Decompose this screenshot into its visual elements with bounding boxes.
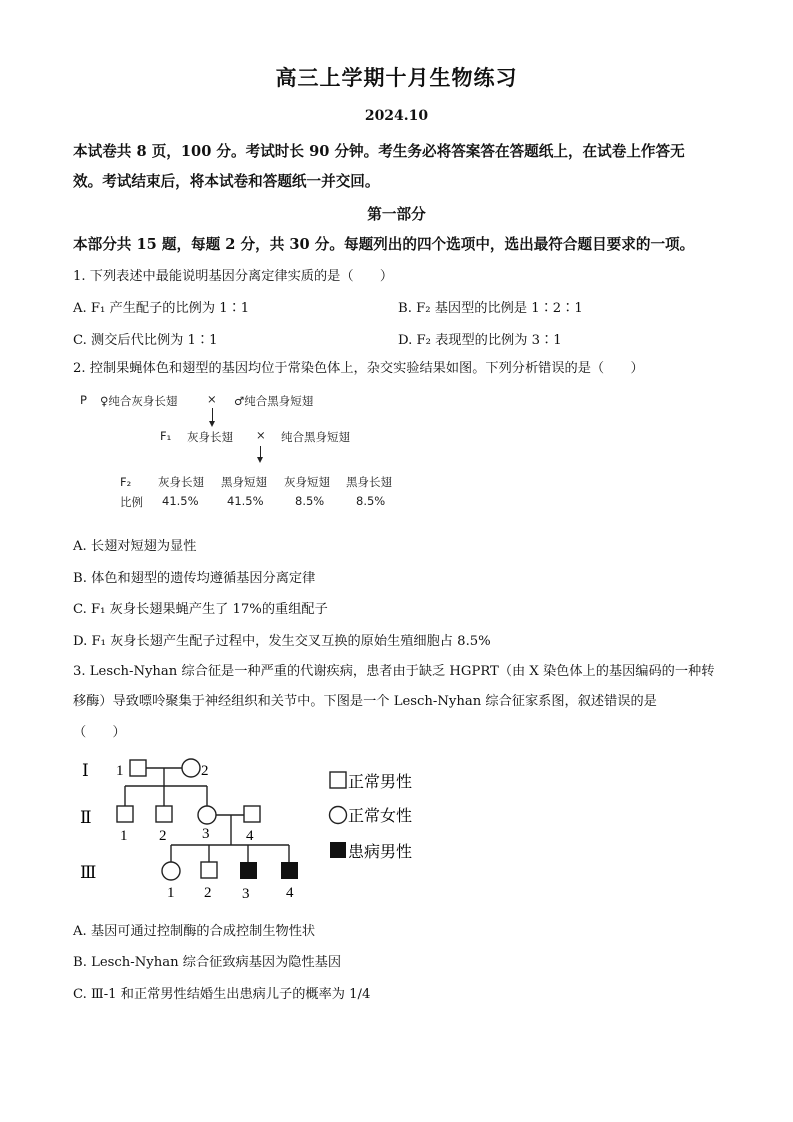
cross-f2-ratio: 41.5% bbox=[162, 494, 199, 508]
cross-f2-phenotype: 黑身长翅 bbox=[346, 475, 392, 489]
q1-option-b: B. F₂ 基因型的比例是 1∶2∶1 bbox=[398, 301, 583, 316]
q3-option-b: B. Lesch-Nyhan 综合征致病基因为隐性基因 bbox=[73, 955, 342, 970]
exam-date: 2024.10 bbox=[364, 108, 429, 124]
pedigree-ii4-normal-male bbox=[244, 806, 260, 822]
cross-arrow-2 bbox=[260, 446, 261, 458]
q3-option-a: A. 基因可通过控制酶的合成控制生物性状 bbox=[73, 924, 316, 939]
pedigree-chart bbox=[70, 752, 440, 904]
legend-normal-female-symbol bbox=[330, 807, 347, 824]
cross-p-male: ♂纯合黑身短翅 bbox=[234, 394, 314, 408]
cross-times-2: × bbox=[256, 428, 266, 442]
page-title: 高三上学期十月生物练习 bbox=[275, 65, 518, 90]
cross-p-female: ♀纯合灰身长翅 bbox=[100, 394, 178, 408]
q2-stem: 2. 控制果蝇体色和翅型的基因均位于常染色体上，杂交实验结果如图。下列分析错误的是（ ） bbox=[73, 361, 644, 376]
pedigree-i1-normal-male bbox=[130, 760, 146, 776]
pedigree-number: 2 bbox=[204, 885, 212, 901]
pedigree-ii1-normal-male bbox=[117, 806, 133, 822]
pedigree-number: 4 bbox=[286, 885, 294, 901]
cross-f2-phenotype: 灰身短翅 bbox=[284, 475, 330, 489]
cross-f2-phenotype: 灰身长翅 bbox=[158, 475, 204, 489]
pedigree-number: 1 bbox=[167, 885, 175, 901]
pedigree-i2-normal-female bbox=[182, 759, 200, 777]
cross-f1-label: F₁ bbox=[160, 429, 172, 443]
pedigree-gen-2-label: Ⅱ bbox=[80, 808, 92, 827]
legend-affected-male-symbol bbox=[330, 842, 346, 858]
pedigree-iii1-normal-female bbox=[162, 862, 180, 880]
legend-affected-male-label: 患病男性 bbox=[348, 844, 413, 861]
pedigree-number: 1 bbox=[116, 763, 124, 779]
cross-f2-phenotype: 黑身短翅 bbox=[221, 475, 267, 489]
q1-option-d: D. F₂ 表现型的比例为 3∶1 bbox=[398, 333, 562, 348]
cross-ratio-label: 比例 bbox=[120, 495, 143, 509]
cross-arrow-1 bbox=[212, 408, 213, 422]
section-description: 本部分共 15 题，每题 2 分，共 30 分。每题列出的四个选项中，选出最符合题目要求的一项。 bbox=[73, 236, 695, 253]
legend-normal-male-label: 正常男性 bbox=[348, 774, 413, 791]
instructions-line-2: 效。考试结束后，将本试卷和答题纸一并交回。 bbox=[73, 173, 380, 190]
instructions-line-1: 本试卷共 8 页，100 分。考试时长 90 分钟。考生务必将答案答在答题纸上，在试卷上作答无 bbox=[73, 143, 685, 160]
q3-stem-line-2: 移酶）导致嘌呤聚集于神经组织和关节中。下图是一个 Lesch-Nyhan 综合征家系图，叙述错误的是 bbox=[73, 694, 657, 709]
cross-p-label: P bbox=[80, 393, 87, 407]
cross-f2-ratio: 8.5% bbox=[295, 494, 325, 508]
cross-f2-ratio: 8.5% bbox=[356, 494, 386, 508]
q1-option-c: C. 测交后代比例为 1∶1 bbox=[73, 333, 218, 348]
q1-stem: 1. 下列表述中最能说明基因分离定律实质的是（ ） bbox=[73, 269, 394, 284]
q2-option-a: A. 长翅对短翅为显性 bbox=[73, 539, 197, 554]
pedigree-iii2-normal-male bbox=[201, 862, 217, 878]
q2-option-c: C. F₁ 灰身长翅果蝇产生了 17%的重组配子 bbox=[73, 602, 328, 617]
cross-f2-ratio: 41.5% bbox=[227, 494, 264, 508]
q2-option-b: B. 体色和翅型的遗传均遵循基因分离定律 bbox=[73, 571, 316, 586]
pedigree-number: 2 bbox=[201, 763, 209, 779]
q3-stem-line-3: （ ） bbox=[73, 725, 126, 740]
pedigree-ii2-normal-male bbox=[156, 806, 172, 822]
q2-option-d: D. F₁ 灰身长翅产生配子过程中，发生交叉互换的原始生殖细胞占 8.5% bbox=[73, 634, 491, 649]
pedigree-gen-1-label: Ⅰ bbox=[82, 761, 89, 780]
cross-f1-left: 灰身长翅 bbox=[187, 430, 233, 444]
pedigree-gen-3-label: Ⅲ bbox=[80, 863, 97, 882]
q3-stem-line-1: 3. Lesch-Nyhan 综合征是一种严重的代谢疾病，患者由于缺乏 HGPRT（由 X 染色体上的基因编码的一种转 bbox=[73, 664, 715, 679]
pedigree-iii4-affected-male bbox=[281, 862, 298, 879]
cross-f2-label: F₂ bbox=[120, 475, 132, 489]
q1-option-a: A. F₁ 产生配子的比例为 1∶1 bbox=[73, 301, 250, 316]
pedigree-number: 3 bbox=[202, 826, 210, 842]
legend-normal-female-label: 正常女性 bbox=[348, 808, 413, 825]
pedigree-number: 1 bbox=[120, 828, 128, 844]
pedigree-number: 2 bbox=[159, 828, 167, 844]
pedigree-iii3-affected-male bbox=[240, 862, 257, 879]
section-title: 第一部分 bbox=[367, 206, 426, 223]
pedigree-number: 4 bbox=[246, 828, 254, 844]
pedigree-ii3-normal-female bbox=[198, 806, 216, 824]
cross-f1-right: 纯合黑身短翅 bbox=[281, 430, 350, 444]
pedigree-number: 3 bbox=[242, 886, 250, 902]
q3-option-c: C. Ⅲ-1 和正常男性结婚生出患病儿子的概率为 1/4 bbox=[73, 987, 371, 1002]
cross-times-1: × bbox=[207, 392, 217, 406]
legend-normal-male-symbol bbox=[330, 772, 346, 788]
